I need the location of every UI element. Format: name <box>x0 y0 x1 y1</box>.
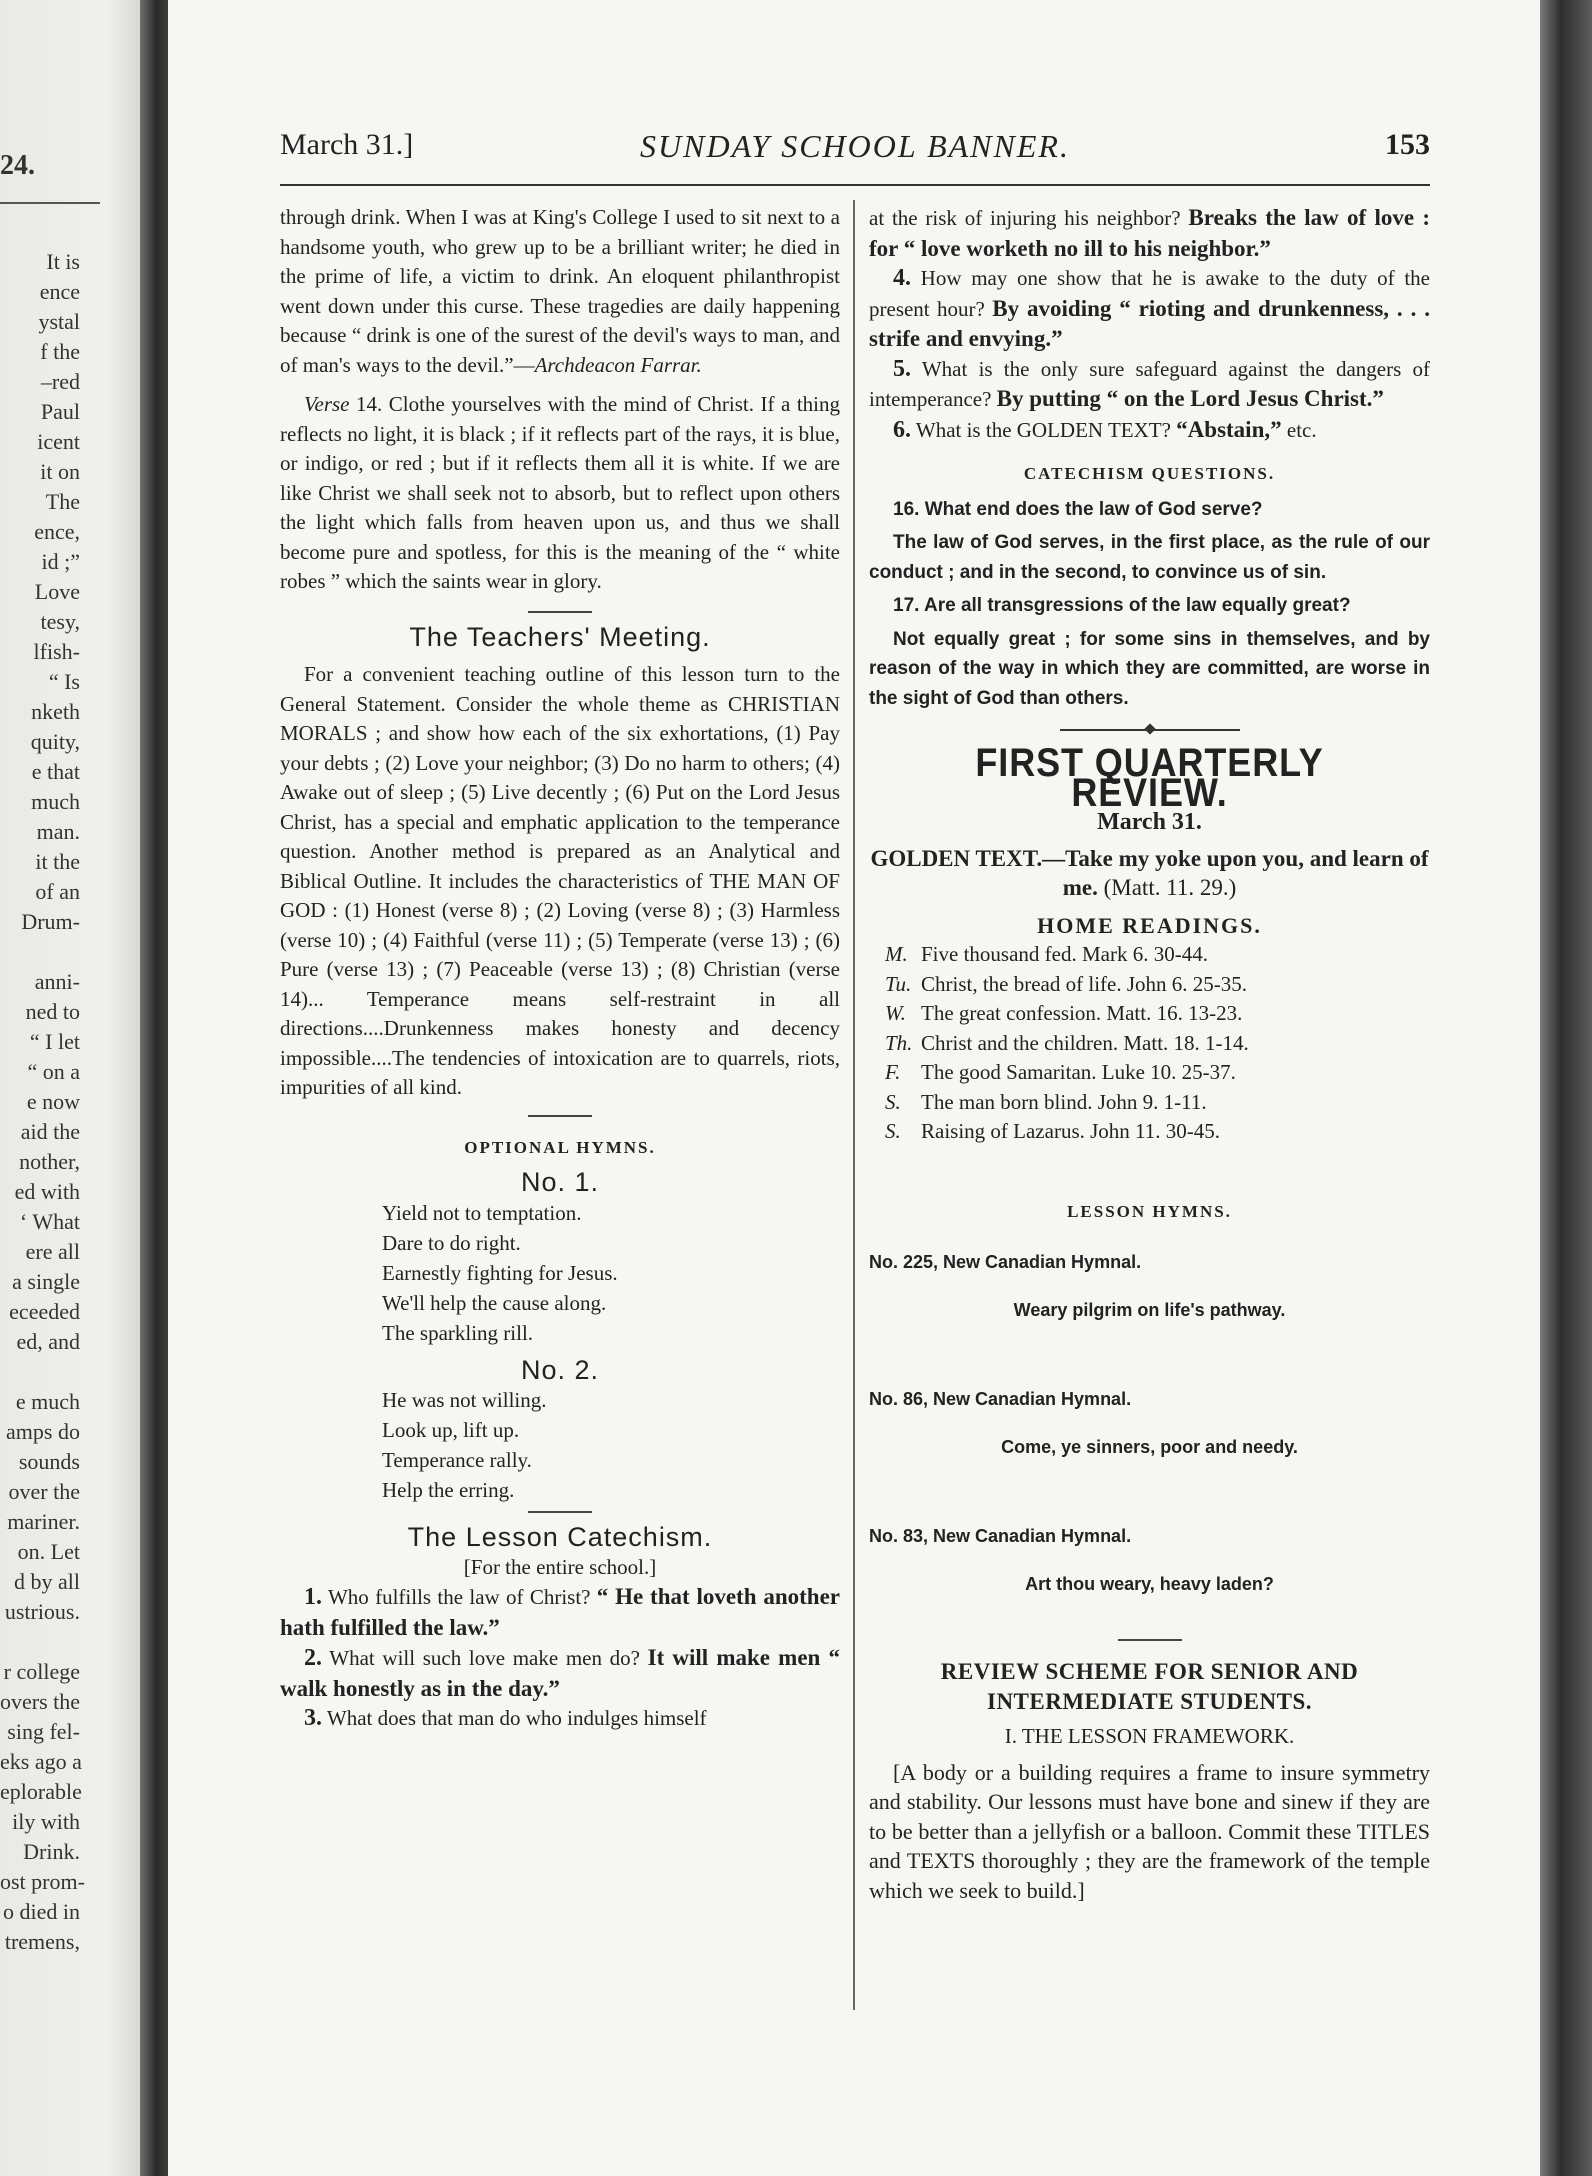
framework-text: [A body or a building requires a frame to insure symmetry and stability. Our lessons must have bone and sinew if they are to be better than a jellyfish or a balloon. Commit these TITLES and TEXTS thoroughly ; they are the framework of the temple which we seek to build.] <box>869 1759 1430 1903</box>
section-rule <box>528 1115 592 1117</box>
review-date: March 31. <box>1097 809 1202 835</box>
left-page-line: ustrious. <box>4 1599 80 1624</box>
left-page-line: Drink. <box>23 1839 80 1864</box>
left-page-line: a single <box>12 1269 80 1294</box>
left-page-line: –red <box>40 369 80 394</box>
left-page-line: e that <box>31 759 80 784</box>
teachers-meeting-text: For a convenient teaching outline of this lesson turn to the General Statement. Consider the whole theme as CHRISTIAN MORALS ; and show how each of the six exhortations, (1) Pay your debts ; (2) Love your neighbor; (3) Do no harm to others; (4) Awake out of sleep ; (5) Live decently ; (6) Put on the Lord Jesus Christ, has a special and emphatic application to the temperance question. Another method is prepared as an Analytical and Biblical Outline. It includes the characteristics of THE MAN OF GOD : (1) Honest (verse 8) ; (2) Loving (verse 8) ; (3) Harmless (verse 10) ; (4) Faithful (verse 11) ; (5) Temperate (verse 13) ; (6) Pure (verse 13) ; (7) Peaceable (verse 13) ; (8) Christian (verse 14)... Temperance means self-restraint in all directions....Drunkenness makes honesty and decency impossible....The tendencies of intoxication are to quarrels, riots, impurities of all kind. <box>280 662 840 1099</box>
catechism-answer-16: The law of God serves, in the first place, as the rule of our conduct ; and in the second, to convince us of sin. <box>869 532 1430 583</box>
left-page-line: id ;” <box>41 549 80 574</box>
left-page-line: aid the <box>20 1119 80 1144</box>
reading-day: W. <box>885 1001 906 1025</box>
catechism-q5: 5. What is the only sure safeguard against the dangers of intemperance? By putting “ on the Lord Jesus Christ.” <box>869 355 1430 411</box>
lesson-hymn-number: No. 83, New Canadian Hymnal. <box>869 1526 1132 1546</box>
left-page-line: ned to <box>25 999 80 1024</box>
home-reading-row <box>885 1058 1430 1088</box>
catechism-subheading: [For the entire school.] <box>463 1554 657 1579</box>
left-page-line: eks ago a <box>0 1749 82 1774</box>
hymn-line: He was not willing. <box>382 1388 547 1412</box>
catechism-question-16: 16. What end does the law of God serve? <box>893 498 1263 520</box>
framework-heading: I. THE LESSON FRAMEWORK. <box>1004 1724 1295 1748</box>
catechism-q3-continued: at the risk of injuring his neighbor? Breaks the law of love : for “ love worketh no ill to his neighbor.” <box>869 205 1430 261</box>
left-page-number: 24. <box>0 150 35 181</box>
left-page-line: eplorable <box>0 1779 82 1804</box>
home-reading-row <box>885 940 1430 970</box>
left-page-line: Drum- <box>21 909 80 934</box>
left-page-line: sounds <box>18 1449 80 1474</box>
optional-hymns-heading: OPTIONAL HYMNS. <box>464 1137 656 1157</box>
left-page-line: The <box>45 489 80 514</box>
header-date: March 31.] <box>280 128 414 161</box>
left-page-line: anni- <box>34 969 80 994</box>
section-rule <box>1118 1639 1182 1641</box>
left-page-line: of an <box>35 879 80 904</box>
left-page-line: ere all <box>25 1239 80 1264</box>
lesson-hymn-title: Art thou weary, heavy laden? <box>1025 1573 1274 1594</box>
left-page-line: r college <box>3 1659 80 1684</box>
left-page-line: on. Let <box>17 1539 80 1564</box>
left-page-line: over the <box>8 1479 80 1504</box>
right-column <box>869 203 1430 1905</box>
left-page-line: nketh <box>31 699 80 724</box>
left-page-line: quity, <box>30 729 80 754</box>
home-reading-row <box>885 1029 1430 1059</box>
hymn-line: Earnestly fighting for Jesus. <box>382 1260 618 1285</box>
header-page-number: 153 <box>1385 128 1430 161</box>
reading-text: The good Samaritan. Luke 10. 25-37. <box>921 1060 1236 1084</box>
lesson-hymn-number: No. 86, New Canadian Hymnal. <box>869 1389 1132 1409</box>
hymn-line: Dare to do right. <box>382 1230 521 1255</box>
page-edge <box>1540 0 1592 2176</box>
reading-day: M. <box>885 942 908 966</box>
reading-text: Five thousand fed. Mark 6. 30-44. <box>921 942 1208 966</box>
ornamental-rule <box>1060 729 1240 731</box>
header-title: SUNDAY SCHOOL BANNER. <box>640 128 1070 164</box>
left-facing-page <box>0 0 152 2176</box>
catechism-question-17: 17. Are all transgressions of the law equally great? <box>893 595 1351 616</box>
column-divider <box>853 200 855 2010</box>
left-page-line: ed, and <box>16 1329 80 1354</box>
left-page-rule <box>0 202 100 204</box>
home-reading-row <box>885 1088 1430 1118</box>
hymn-line: Look up, lift up. <box>382 1418 520 1442</box>
teachers-meeting-heading: The Teachers' Meeting. <box>409 621 711 652</box>
left-page-line: sing fel- <box>7 1719 80 1744</box>
left-page-line: man. <box>36 819 80 844</box>
hymn-line: The sparkling rill. <box>382 1320 534 1345</box>
left-page-line: “ Is <box>48 669 80 694</box>
hymn-2-lines <box>382 1385 840 1505</box>
left-page-line: much <box>31 789 80 814</box>
reading-day: S. <box>885 1119 901 1143</box>
left-page-line: e now <box>26 1089 80 1114</box>
running-header <box>280 128 1430 178</box>
catechism-q1: 1. Who fulfills the law of Christ? “ He that loveth another hath fulfilled the law.” <box>280 1584 840 1640</box>
catechism-q4: 4. How may one show that he is awake to the duty of the present hour? By avoiding “ rioting and drunkenness, . . . strife and envying.” <box>869 265 1430 351</box>
left-column <box>280 203 840 1734</box>
left-page-line: Paul <box>40 399 80 424</box>
left-page-line: ‘ What <box>19 1209 80 1234</box>
left-page-line: ed with <box>14 1179 80 1204</box>
reading-day: Th. <box>885 1030 913 1055</box>
page <box>168 0 1540 2176</box>
reading-text: The great confession. Matt. 16. 13-23. <box>921 1001 1243 1025</box>
home-readings-heading: HOME READINGS. <box>1037 912 1262 938</box>
reading-text: Christ, the bread of life. John 6. 25-35. <box>921 971 1248 996</box>
hymn-line: Yield not to temptation. <box>382 1200 582 1225</box>
left-page-line: lfish- <box>33 639 80 664</box>
left-page-line: e much <box>15 1389 80 1414</box>
home-reading-row <box>885 999 1430 1029</box>
hymn-line: Help the erring. <box>382 1478 515 1502</box>
home-reading-row <box>885 1117 1430 1147</box>
reading-text: Christ and the children. Matt. 18. 1-14. <box>921 1030 1249 1055</box>
lesson-hymn-number: No. 225, New Canadian Hymnal. <box>869 1252 1142 1272</box>
catechism-answer-17: Not equally great ; for some sins in themselves, and by reason of the way in which they are committed, are worse in the sight of God than others. <box>869 628 1430 709</box>
reading-day: S. <box>885 1089 901 1114</box>
catechism-q6: 6. What is the GOLDEN TEXT? “Abstain,” etc. <box>893 416 1317 443</box>
hymn-2-heading: No. 2. <box>520 1354 600 1385</box>
left-page-line: amps do <box>6 1419 80 1444</box>
reading-day: Tu. <box>885 971 912 996</box>
header-rule <box>280 184 1430 186</box>
review-title: FIRST QUARTERLY REVIEW. <box>975 741 1324 815</box>
lesson-hymn-title: Come, ye sinners, poor and needy. <box>1001 1436 1298 1457</box>
opening-paragraph: through drink. When I was at King's College I used to sit next to a handsome youth, who grew up to be a brilliant writer; he died in the prime of life, a victim to drink. An eloquent philanthropist went down under this curse. These tragedies are daily happening because “ drink is one of the surest of the devil's ways to man, and of man's ways to the devil.”—Archdeacon Farrar. <box>280 205 840 377</box>
left-page-line: f the <box>40 339 80 364</box>
hymn-1-lines <box>382 1198 840 1348</box>
catechism-q2: 2. What will such love make men do? It will make men “ walk honestly as in the day.” <box>280 1645 840 1701</box>
lesson-hymns-heading: LESSON HYMNS. <box>1067 1201 1232 1221</box>
review-scheme-heading: REVIEW SCHEME FOR SENIOR AND INTERMEDIATE STUDENTS. <box>940 1659 1359 1714</box>
left-page-line: it on <box>40 459 80 484</box>
hymn-line: Temperance rally. <box>382 1448 532 1472</box>
left-page-line: ystal <box>38 309 80 334</box>
left-page-line: nother, <box>19 1149 80 1174</box>
left-page-line: tesy, <box>40 609 80 634</box>
home-readings-list <box>869 940 1430 1147</box>
verse-14-paragraph: Verse 14. Clothe yourselves with the mind of Christ. If a thing reflects no light, it is black ; if it reflects part of the rays, it is blue, or indigo, or red ; but if it reflects them all it is white. If we are like Christ we shall seek not to absorb, but to reflect upon others the light which falls from heaven upon us, and thus we shall become pure and spotless, for this is the meaning of the “ white robes ” which the saints wear in glory. <box>280 392 840 593</box>
left-page-line: o died in <box>3 1899 80 1924</box>
left-page-line: overs the <box>0 1689 81 1714</box>
left-page-line: “ I let <box>29 1029 80 1054</box>
left-page-line: It is <box>46 249 80 274</box>
section-rule <box>528 1511 592 1513</box>
left-page-line: ost prom- <box>0 1869 85 1894</box>
left-page-line: it the <box>35 849 80 874</box>
reading-text: Raising of Lazarus. John 11. 30-45. <box>921 1119 1221 1143</box>
catechism-questions-heading: CATECHISM QUESTIONS. <box>1023 464 1276 483</box>
left-page-line: d by all <box>14 1569 80 1594</box>
hymn-1-heading: No. 1. <box>520 1167 600 1197</box>
left-page-line: icent <box>37 429 80 454</box>
left-page-line: Love <box>34 579 80 604</box>
reading-day: F. <box>885 1060 901 1084</box>
left-page-line: eceeded <box>9 1299 80 1324</box>
catechism-q3: 3. What does that man do who indulges himself <box>304 1705 707 1731</box>
golden-text: GOLDEN TEXT.—Take my yoke upon you, and learn of me. (Matt. 11. 29.) <box>870 845 1429 900</box>
left-page-line: tremens, <box>4 1929 80 1954</box>
attribution: Archdeacon Farrar. <box>534 352 702 377</box>
left-page-line: ily with <box>12 1809 80 1834</box>
home-reading-row <box>885 970 1430 1000</box>
left-page-line: mariner. <box>7 1509 80 1534</box>
left-page-line: ence <box>39 279 80 304</box>
verse-label: Verse <box>304 392 350 416</box>
left-page-line: ence, <box>34 519 80 544</box>
reading-text: The man born blind. John 9. 1-11. <box>921 1089 1207 1114</box>
lesson-hymn-title: Weary pilgrim on life's pathway. <box>1013 1299 1286 1320</box>
hymn-line: We'll help the cause along. <box>382 1290 607 1315</box>
left-page-line: “ on a <box>27 1059 80 1084</box>
lesson-hymns-list <box>869 1248 1430 1599</box>
section-rule <box>528 611 592 613</box>
lesson-catechism-heading: The Lesson Catechism. <box>407 1522 713 1552</box>
